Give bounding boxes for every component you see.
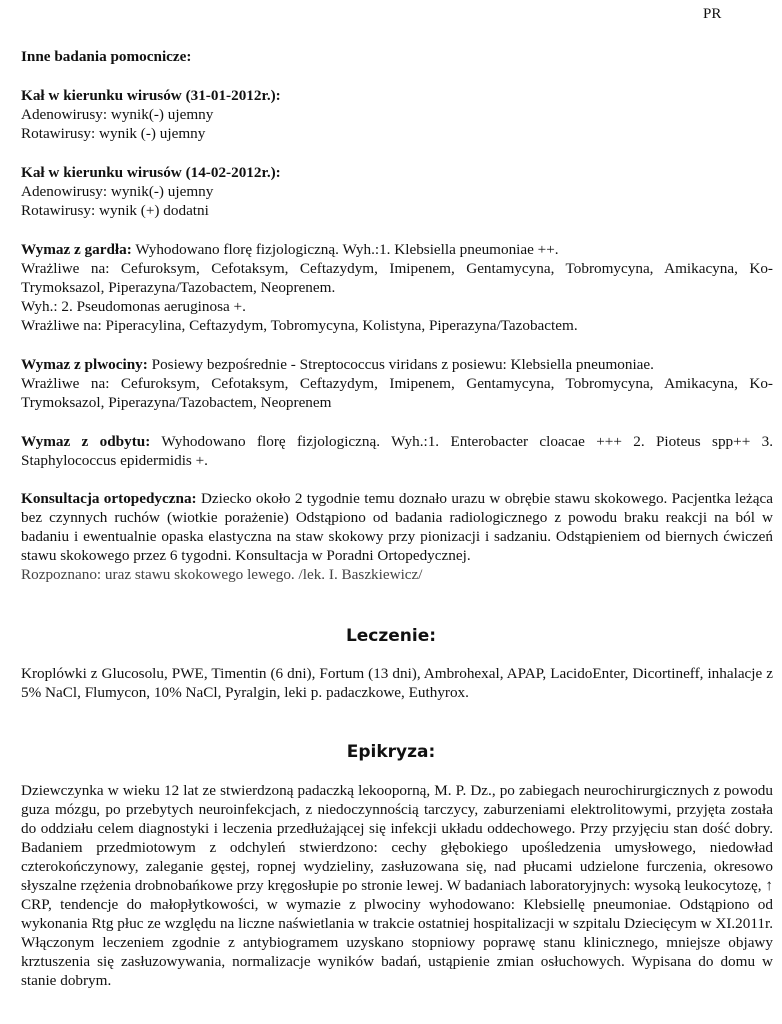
page-corner-label: PR bbox=[703, 6, 722, 22]
rectal-swab bbox=[21, 432, 773, 470]
section-title: Inne badania pomocnicze: bbox=[21, 48, 192, 65]
sputum-swab-label: Wymaz z plwociny: bbox=[21, 356, 148, 373]
epicrisis-heading: Epikryza: bbox=[346, 742, 436, 762]
rectal-swab-label: Wymaz z odbytu: bbox=[21, 433, 151, 450]
consultation-diagnosis: Rozpoznano: uraz stawu skokowego lewego. /lek. I. Baszkiewicz/ bbox=[21, 566, 423, 583]
sputum-swab-sensitivity: Wrażliwe na: Cefuroksym, Cefotaksym, Ceftazydym, Imipenem, Gentamycyna, Tobromycyna, Amikacyna, Ko-Trymoksazol, Piperazyna/Tazobactem, Neoprenem bbox=[21, 375, 773, 411]
throat-swab-culture-2: Wyh.: 2. Pseudomonas aeruginosa +. bbox=[21, 298, 246, 315]
sputum-swab-line1 bbox=[21, 355, 773, 374]
stool-test-2-title: Kał w kierunku wirusów (14-02-2012r.): bbox=[21, 164, 281, 181]
throat-swab-sensitivity-1: Wrażliwe na: Cefuroksym, Cefotaksym, Ceftazydym, Imipenem, Gentamycyna, Tobromycyna, Amikacyna, Ko-Trymoksazol, Piperazyna/Tazobactem, Neoprenem. bbox=[21, 260, 773, 296]
sputum-swab-result: Posiewy bezpośrednie - Streptococcus viridans z posiewu: Klebsiella pneumoniae. bbox=[147, 356, 654, 373]
consultation-label: Konsultacja ortopedyczna: bbox=[21, 490, 197, 507]
throat-swab-label: Wymaz z gardła: bbox=[21, 241, 132, 258]
stool-test-1-title: Kał w kierunku wirusów (31-01-2012r.): bbox=[21, 87, 281, 104]
rectal-swab-result: Wyhodowano florę fizjologiczną. Wyh.:1. Enterobacter cloacae +++ 2. Pioteus spp++ 3. Staphylococcus epidermidis +. bbox=[21, 433, 773, 469]
throat-swab-sensitivity-2: Wrażliwe na: Piperacylina, Ceftazydym, Tobromycyna, Kolistyna, Piperazyna/Tazobactem. bbox=[21, 317, 578, 334]
throat-swab-result: Wyhodowano florę fizjologiczną. Wyh.:1. Klebsiella pneumoniae ++. bbox=[131, 241, 559, 258]
treatment-heading: Leczenie: bbox=[345, 626, 437, 646]
orthopedic-consultation bbox=[21, 489, 773, 565]
stool-test-2-adeno: Adenowirusy: wynik(-) ujemny bbox=[21, 183, 214, 200]
throat-swab-line1 bbox=[21, 240, 773, 259]
stool-test-2-rota: Rotawirusy: wynik (+) dodatni bbox=[21, 202, 209, 219]
treatment-text: Kroplówki z Glucosolu, PWE, Timentin (6 dni), Fortum (13 dni), Ambrohexal, APAP, LacidoEnter, Dicortineff, inhalacje z 5% NaCl, Flumycon, 10% NaCl, Pyralgin, leki p. padaczkowe, Euthyrox. bbox=[21, 665, 773, 701]
stool-test-1-adeno: Adenowirusy: wynik(-) ujemny bbox=[21, 106, 214, 123]
stool-test-1-rota: Rotawirusy: wynik (-) ujemny bbox=[21, 125, 206, 142]
consultation-text: Dziecko około 2 tygodnie temu doznało urazu w obrębie stawu skokowego. Pacjentka leżąca bez czynnych ruchów (wiotkie porażenie) Odstąpiono od badania radiologicznego z powodu braku reakcji na ból w badaniu i ewentualnie opaska elastyczna na staw skokowy przy pionizacji i sadzaniu. Odstąpieniem od biernych ćwiczeń stawu skokowego przez 6 tygodni. Konsultacja w Poradni Ortopedycznej. bbox=[21, 490, 773, 564]
epicrisis-text: Dziewczynka w wieku 12 lat ze stwierdzoną padaczką lekooporną, M. P. Dz., po zabiegach neurochirurgicznych z powodu guza mózgu, po przebytych neuroinfekcjach, z niedoczynnością tarczycy, zaburzeniami elektrolitowymi, przyjęta została do oddziału celem diagnostyki i leczenia przedłużającej się infekcji układu oddechowego. Przy przyjęciu stan dość dobry. Badaniem przedmiotowym z odchyleń stwierdzono: cechy głębokiego upośledzenia umysłowego, niedowład czterokończynowy, zaleganie gęstej, ropnej wydzieliny, zasłuzowana się, nad płucami udzielone furczenia, okresowo słyszalne rzężenia drobnobańkowe przy kręgosłupie po stronie lewej. W badaniach laboratoryjnych: wysoką leukocytozę, ↑ CRP, tendencje do małopłytkowości, w wymazie z plwociny wyhodowano: Klebsiellę pneumoniae. Odstąpiono od wykonania Rtg płuc ze względu na liczne naświetlania w trakcie ostatniej hospitalizacji w szpitalu Dziecięcym w XI.2011r. Włączonym leczeniem zgodnie z antybiogramem uzyskano stopniowy poprawę stanu klinicznego, mniejsze objawy krztuszenia się zasłuzowywania, normalizacje wyników badań, ustąpienie zmian osłuchowych. Wypisana do domu w stanie dobrym. bbox=[21, 782, 773, 989]
